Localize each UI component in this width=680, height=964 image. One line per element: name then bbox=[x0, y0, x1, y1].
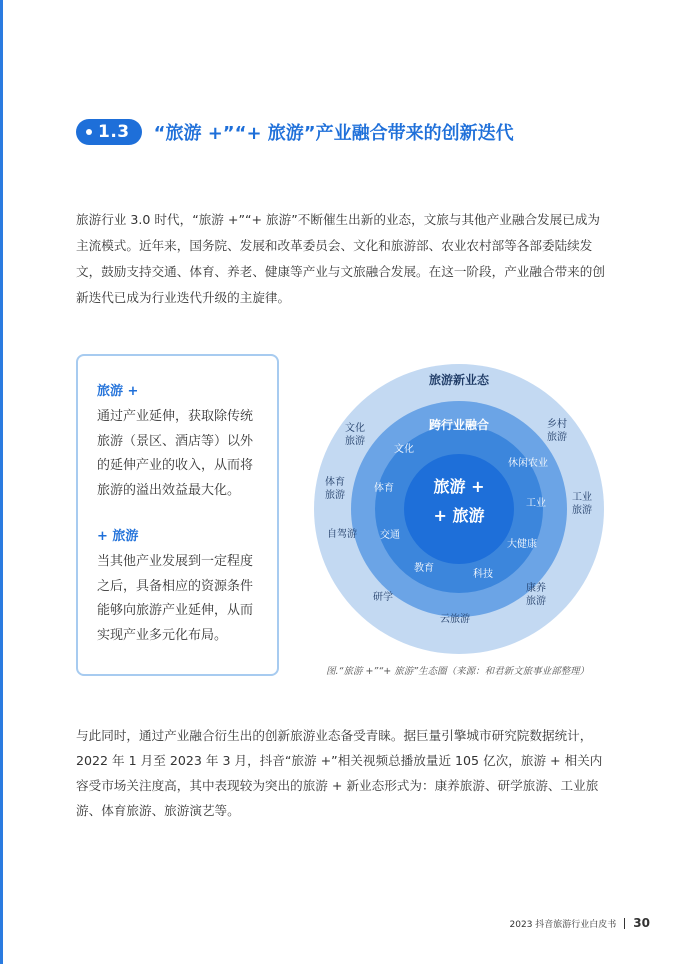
inner-label-transport: 交通 bbox=[380, 530, 400, 541]
inner-label-sports: 体育 bbox=[374, 483, 394, 494]
outer-label-industry-1: 工业 bbox=[572, 492, 592, 503]
bullet-dot-icon bbox=[86, 129, 92, 135]
definition-box bbox=[76, 354, 279, 676]
outer-label-culture-2: 旅游 bbox=[345, 436, 365, 447]
footer-divider bbox=[624, 918, 625, 929]
outer-label-industry-2: 旅游 bbox=[572, 505, 592, 516]
outer-ring-title: 旅游新业态 bbox=[428, 373, 490, 387]
page-footer bbox=[510, 916, 650, 930]
left-edge-rule bbox=[0, 0, 3, 964]
outer-label-cloud: 云旅游 bbox=[440, 614, 470, 625]
footer-publication-title: 2023 抖音旅游行业白皮书 bbox=[509, 919, 617, 930]
section-header bbox=[76, 119, 514, 145]
outer-label-study: 研学 bbox=[373, 592, 393, 603]
inner-label-industry: 工业 bbox=[526, 498, 546, 509]
inner-label-leisure-agri: 休闲农业 bbox=[508, 458, 548, 469]
inner-label-culture: 文化 bbox=[394, 444, 414, 455]
core-label-plus-tourism: + 旅游 bbox=[433, 506, 485, 525]
definition-body-tourism-plus: 通过产业延伸，获取除传统旅游（景区、酒店等）以外的延伸产业的收入，从而将旅游的溢出效益最大化。 bbox=[97, 409, 254, 498]
inner-label-health: 大健康 bbox=[507, 539, 537, 550]
outer-label-wellness-1: 康养 bbox=[526, 583, 546, 594]
inner-label-tech: 科技 bbox=[473, 569, 493, 580]
page-number: 30 bbox=[633, 916, 650, 930]
section-title: “旅游 +”“+ 旅游”产业融合带来的创新迭代 bbox=[153, 123, 514, 144]
figure-caption: 图.“旅游 +”“+ 旅游”生态圈（来源：和君新文旅事业部整理） bbox=[326, 666, 590, 677]
intro-paragraph: 旅游行业 3.0 时代，“旅游 +”“+ 旅游”不断催生出新的业态，文旅与其他产业融合发展已成为主流模式。近年来，国务院、发展和改革委员会、文化和旅游部、农业农村部等各部委陆续发文，鼓励支持交通、体育、养老、健康等产业与文旅融合发展。在这一阶段，产业融合带来的创新迭代已成为行业迭代升级的主旋律。 bbox=[76, 212, 605, 305]
ecosystem-diagram bbox=[313, 363, 605, 655]
core-label-tourism-plus: 旅游 + bbox=[433, 477, 485, 496]
section-number-badge bbox=[76, 119, 142, 145]
definition-heading-tourism-plus: 旅游 + bbox=[97, 384, 139, 399]
outer-label-selfdrive: 自驾游 bbox=[327, 529, 357, 540]
definition-heading-plus-tourism: + 旅游 bbox=[97, 529, 139, 544]
outer-label-culture-1: 文化 bbox=[345, 423, 365, 434]
middle-ring-title: 跨行业融合 bbox=[428, 418, 490, 432]
outer-label-rural-1: 乡村 bbox=[547, 419, 567, 430]
body-paragraph-2: 与此同时，通过产业融合衍生出的创新旅游业态备受青睐。据巨量引擎城市研究院数据统计，2022 年 1 月至 2023 年 3 月，抖音“旅游 +”相关视频总播放量近 105 亿次，旅游 + 相关内容受市场关注度高，其中表现较为突出的旅游 + 新业态形式为：康养旅游、研学旅游、工业旅游、体育旅游、旅游演艺等。 bbox=[76, 728, 603, 818]
outer-label-wellness-2: 旅游 bbox=[526, 596, 546, 607]
inner-label-education: 教育 bbox=[414, 563, 434, 574]
outer-label-sports-2: 旅游 bbox=[325, 490, 345, 501]
outer-label-rural-2: 旅游 bbox=[547, 432, 567, 443]
definition-body-plus-tourism: 当其他产业发展到一定程度之后，具备相应的资源条件能够向旅游产业延伸，从而实现产业多元化布局。 bbox=[97, 554, 254, 643]
section-number: 1.3 bbox=[98, 122, 130, 142]
outer-label-sports-1: 体育 bbox=[325, 477, 345, 488]
